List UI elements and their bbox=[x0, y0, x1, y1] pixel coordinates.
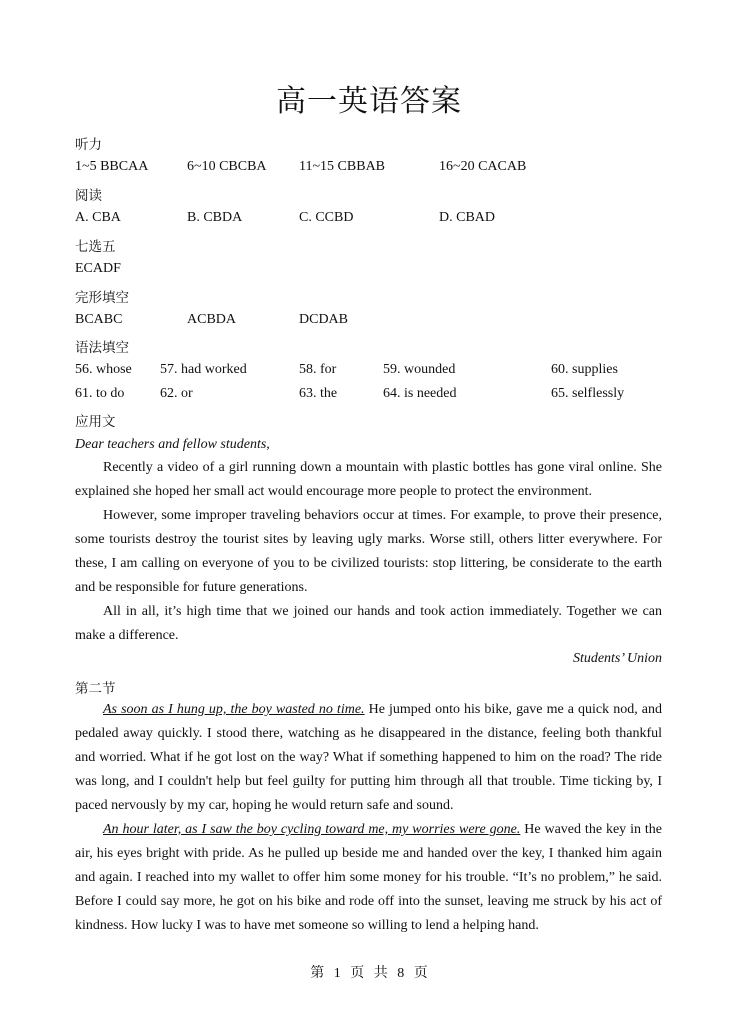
grammar-answer: 60. supplies bbox=[551, 362, 618, 377]
letter-paragraph: However, some improper traveling behaviors occur at times. For example, to prove their presence, some tourists destroy the tourist sites by leaving ugly marks. Worse still, others litter everywhere. For these, I am calling on everyone of you to be civilized tourists: stop littering, be considerate to the earth and be responsible for future generations. bbox=[75, 508, 662, 595]
listening-answer: 6~10 CBCBA bbox=[187, 159, 267, 174]
grammar-answer: 59. wounded bbox=[383, 362, 456, 377]
listening-answer: 11~15 CBBAB bbox=[299, 159, 386, 174]
continuation-paragraph-2 bbox=[75, 818, 662, 938]
grammar-answer: 62. or bbox=[160, 386, 193, 401]
page-title: 高一英语答案 bbox=[276, 84, 462, 119]
reading-answer: B. CBDA bbox=[187, 210, 243, 225]
page-footer: 第 1 页 共 8 页 bbox=[310, 966, 428, 981]
section-two-heading: 第二节 bbox=[75, 681, 116, 697]
given-lead-sentence: An hour later, as I saw the boy cycling toward me, my worries were gone. bbox=[103, 822, 521, 837]
grammar-answer: 65. selflessly bbox=[551, 386, 625, 401]
letter-paragraph: Recently a video of a girl running down a mountain with plastic bottles has gone viral online. She explained she hoped her small act would encourage more people to protect the environment. bbox=[75, 460, 662, 499]
cloze-heading: 完形填空 bbox=[75, 290, 129, 306]
reading-answer: A. CBA bbox=[75, 210, 121, 225]
reading-answer: D. CBAD bbox=[439, 210, 496, 225]
seven-five-answer: ECADF bbox=[75, 261, 121, 276]
grammar-answer: 58. for bbox=[299, 362, 337, 377]
writing-heading: 应用文 bbox=[75, 414, 116, 430]
cloze-answer: DCDAB bbox=[299, 312, 349, 327]
grammar-answer: 61. to do bbox=[75, 386, 125, 401]
given-lead-sentence: As soon as I hung up, the boy wasted no time. bbox=[103, 702, 365, 717]
listening-answer: 1~5 BBCAA bbox=[75, 159, 149, 174]
reading-answer: C. CCBD bbox=[299, 210, 354, 225]
reading-heading: 阅读 bbox=[75, 188, 102, 204]
continuation-paragraph-1 bbox=[75, 698, 662, 818]
grammar-heading: 语法填空 bbox=[75, 340, 129, 356]
paragraph-body: He jumped onto his bike, gave me a quick nod, and pedaled away quickly. I stood there, watching as he disappeared in the distance, feeling both thankful and worried. What if he got lost on the way? What if something happened to him on the road? The ride was long, and I couldn't help but feel guilty for putting him through all that trouble. Time ticking by, I paced nervously by my car, hoping he would return safe and sound. bbox=[75, 702, 662, 813]
listening-answer: 16~20 CACAB bbox=[439, 159, 527, 174]
grammar-answer: 56. whose bbox=[75, 362, 132, 377]
cloze-answer: ACBDA bbox=[187, 312, 237, 327]
letter-greeting: Dear teachers and fellow students, bbox=[75, 437, 270, 452]
listening-heading: 听力 bbox=[75, 137, 102, 153]
letter-signature: Students’ Union bbox=[572, 651, 662, 666]
grammar-answer: 57. had worked bbox=[160, 362, 247, 377]
seven-five-heading: 七选五 bbox=[75, 239, 116, 255]
grammar-answer: 64. is needed bbox=[383, 386, 457, 401]
paragraph-body: He waved the key in the air, his eyes bright with pride. As he pulled up beside me and handed over the key, I thanked him again and again. I reached into my wallet to offer him some money for his trouble. “It’s no problem,” he said. Before I could say more, he got on his bike and rode off into the sunset, leaving me struck by his act of kindness. How lucky I was to have met someone so willing to lend a helping hand. bbox=[75, 822, 662, 933]
grammar-answer: 63. the bbox=[299, 386, 338, 401]
cloze-answer: BCABC bbox=[75, 312, 123, 327]
letter-paragraph: All in all, it’s high time that we joined our hands and took action immediately. Together we can make a difference. bbox=[75, 604, 662, 643]
